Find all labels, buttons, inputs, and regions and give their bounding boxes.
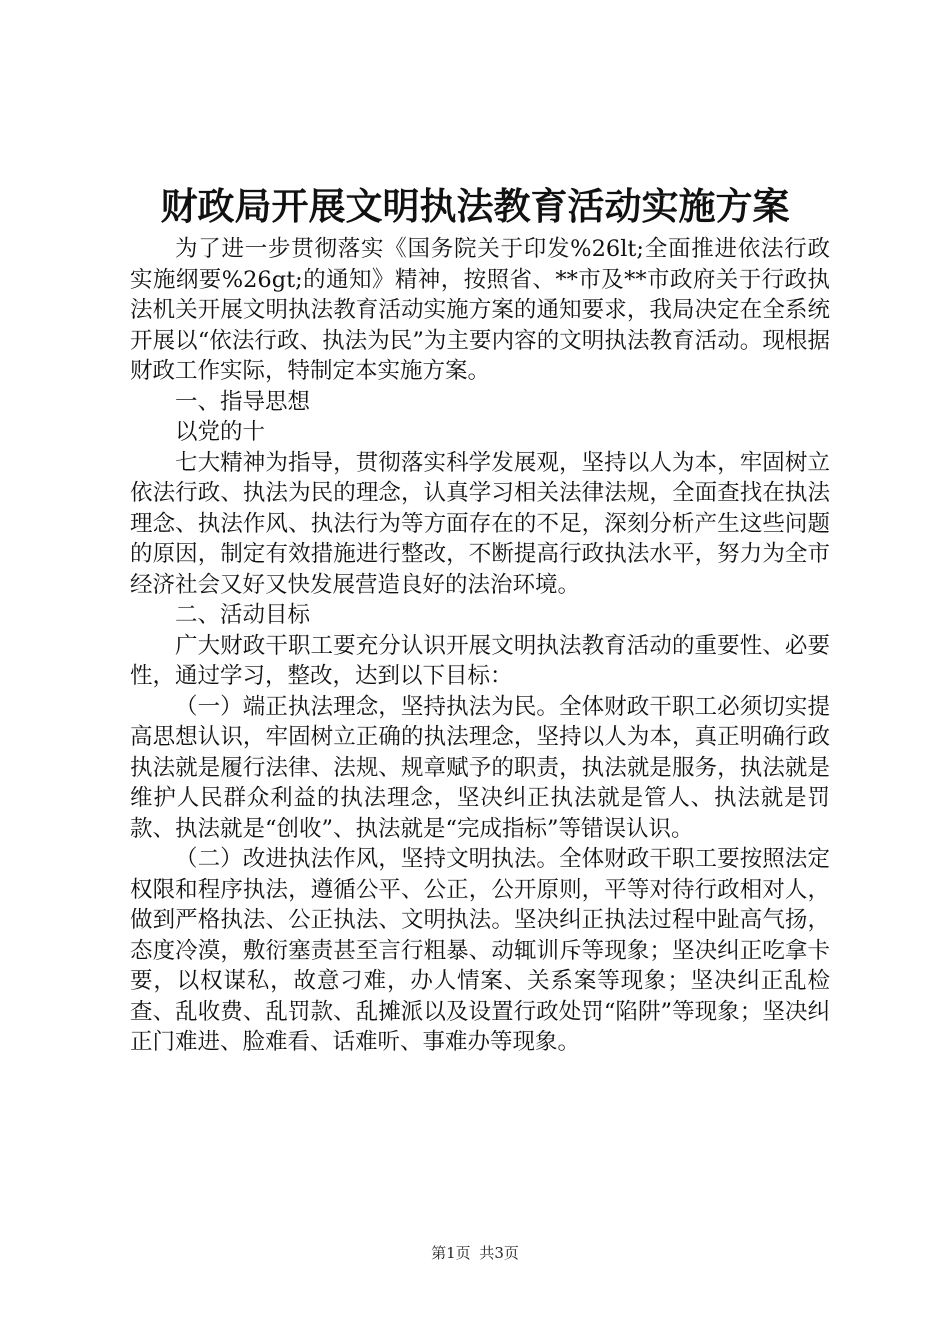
document-body	[130, 234, 830, 1058]
paragraph-goal-1: （一）端正执法理念，坚持执法为民。全体财政干职工必须切实提高思想认识，牢固树立正确的执法理念，坚持以人为本，真正明确行政执法就是履行法律、法规、规章赋予的职责，执法就是服务，执法就是维护人民群众利益的执法理念，坚决纠正执法就是管人、执法就是罚款、执法就是“创收”、执法就是“完成指标”等错误认识。	[130, 693, 830, 842]
paragraph-guiding-thought: 七大精神为指导，贯彻落实科学发展观，坚持以人为本，牢固树立依法行政、执法为民的理念，认真学习相关法律法规，全面查找在执法理念、执法作风、执法行为等方面存在的不足，深刻分析产生这些问题的原因，制定有效措施进行整改，不断提高行政执法水平，努力为全市经济社会又好又快发展营造良好的法治环境。	[130, 449, 830, 598]
paragraph-goal-2: （二）改进执法作风，坚持文明执法。全体财政干职工要按照法定权限和程序执法，遵循公平、公正，公开原则，平等对待行政相对人，做到严格执法、公正执法、文明执法。坚决纠正执法过程中趾高气扬，态度冷漠，敷衍塞责甚至言行粗暴、动辄训斥等现象；坚决纠正吃拿卡要，以权谋私，故意刁难，办人情案、关系案等现象；坚决纠正乱检查、乱收费、乱罚款、乱摊派以及设置行政处罚“陷阱”等现象；坚决纠正门难进、脸难看、话难听、事难办等现象。	[130, 846, 830, 1055]
document-title: 财政局开展文明执法教育活动实施方案	[160, 184, 790, 228]
section-heading-activity-goals: 二、活动目标	[175, 602, 311, 628]
paragraph-fragment: 以党的十	[175, 419, 266, 445]
section-heading-guiding-thought: 一、指导思想	[175, 388, 311, 415]
page-number: 第1页	[431, 1244, 471, 1262]
page-footer	[0, 1243, 950, 1263]
page-total: 共3页	[479, 1244, 519, 1262]
paragraph-goals-intro: 广大财政干职工要充分认识开展文明执法教育活动的重要性、必要性，通过学习，整改，达到以下目标：	[130, 632, 830, 689]
paragraph-intro: 为了进一步贯彻落实《国务院关于印发%26lt;全面推进依法行政实施纲要%26gt;的通知》精神，按照省、**市及**市政府关于行政执法机关开展文明执法教育活动实施方案的通知要求，我局决定在全系统开展以“依法行政、执法为民”为主要内容的文明执法教育活动。现根据财政工作实际，特制定本实施方案。	[130, 236, 830, 384]
